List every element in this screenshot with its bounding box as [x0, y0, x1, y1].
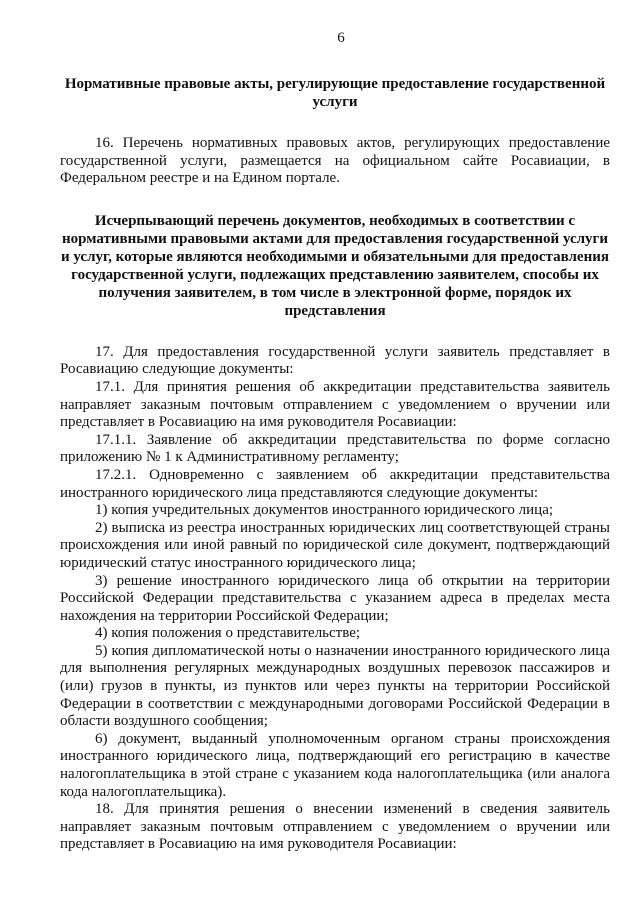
- paragraph-18: 18. Для принятия решения о внесении изменений в сведения заявитель направляет заказным почтовым отправлением с уведомлением о вручении или представляет в Росавиацию на имя руководителя Росавиации:: [60, 801, 610, 853]
- list-item-2: 2) выписка из реестра иностранных юридических лиц соответствующей страны происхождения или иной равный по юридической силе документ, подтверждающий юридический статус иностранного юридического лица;: [60, 519, 610, 571]
- page-number: 6: [337, 30, 345, 46]
- list-item-4: 4) копия положения о представительстве;: [95, 625, 361, 642]
- list-item-6: 6) документ, выданный уполномоченным органом страны происхождения иностранного юридического лица, подтверждающий его регистрацию в качестве налогоплательщика в этой стране с указанием кода налогоплательщика (или аналога кода налогоплательщика).: [60, 730, 610, 800]
- list-item-3: 3) решение иностранного юридического лица об открытии на территории Российской Федерации представительства с указанием адреса в пределах места нахождения на территории Российской Федерации;: [60, 572, 610, 624]
- paragraph-17-1-1: 17.1.1. Заявление об аккредитации представительства по форме согласно приложению № 1 к Административному регламенту;: [60, 431, 610, 466]
- list-item-5: 5) копия дипломатической ноты о назначении иностранного юридического лица для выполнения регулярных международных воздушных перевозок пассажиров и (или) грузов в пункты, из пунктов или через пункты на территории Российской Федерации в соответствии с международными договорами Российской Федерации в области воздушного сообщения;: [60, 642, 610, 730]
- paragraph-17-2-1: 17.2.1. Одновременно с заявлением об аккредитации представительства иностранного юридического лица представляются следующие документы:: [60, 466, 610, 501]
- paragraph-17: 17. Для предоставления государственной услуги заявитель представляет в Росавиацию следующие документы:: [60, 343, 610, 378]
- list-item-1: 1) копия учредительных документов иностранного юридического лица;: [95, 502, 554, 519]
- section-heading-normative-acts: Нормативные правовые акты, регулирующие предоставление государственной услуги: [64, 76, 606, 110]
- section-heading-documents-list: Исчерпывающий перечень документов, необходимых в соответствии с нормативными правовыми актами для предоставления государственной услуги и услуг, которые являются необходимыми и обязательными для предоставления государственной услуги, подлежащих представлению заявителем, способы их получения заявителем, в том числе в электронной форме, порядок их представления: [61, 212, 609, 319]
- paragraph-17-1: 17.1. Для принятия решения об аккредитации представительства заявитель направляет заказным почтовым отправлением с уведомлением о вручении или представляет в Росавиацию на имя руководителя Росавиации:: [60, 378, 610, 431]
- paragraph-16: 16. Перечень нормативных правовых актов, регулирующих предоставление государственной услуги, размещается на официальном сайте Росавиации, в Федеральном реестре и на Едином портале.: [60, 135, 610, 187]
